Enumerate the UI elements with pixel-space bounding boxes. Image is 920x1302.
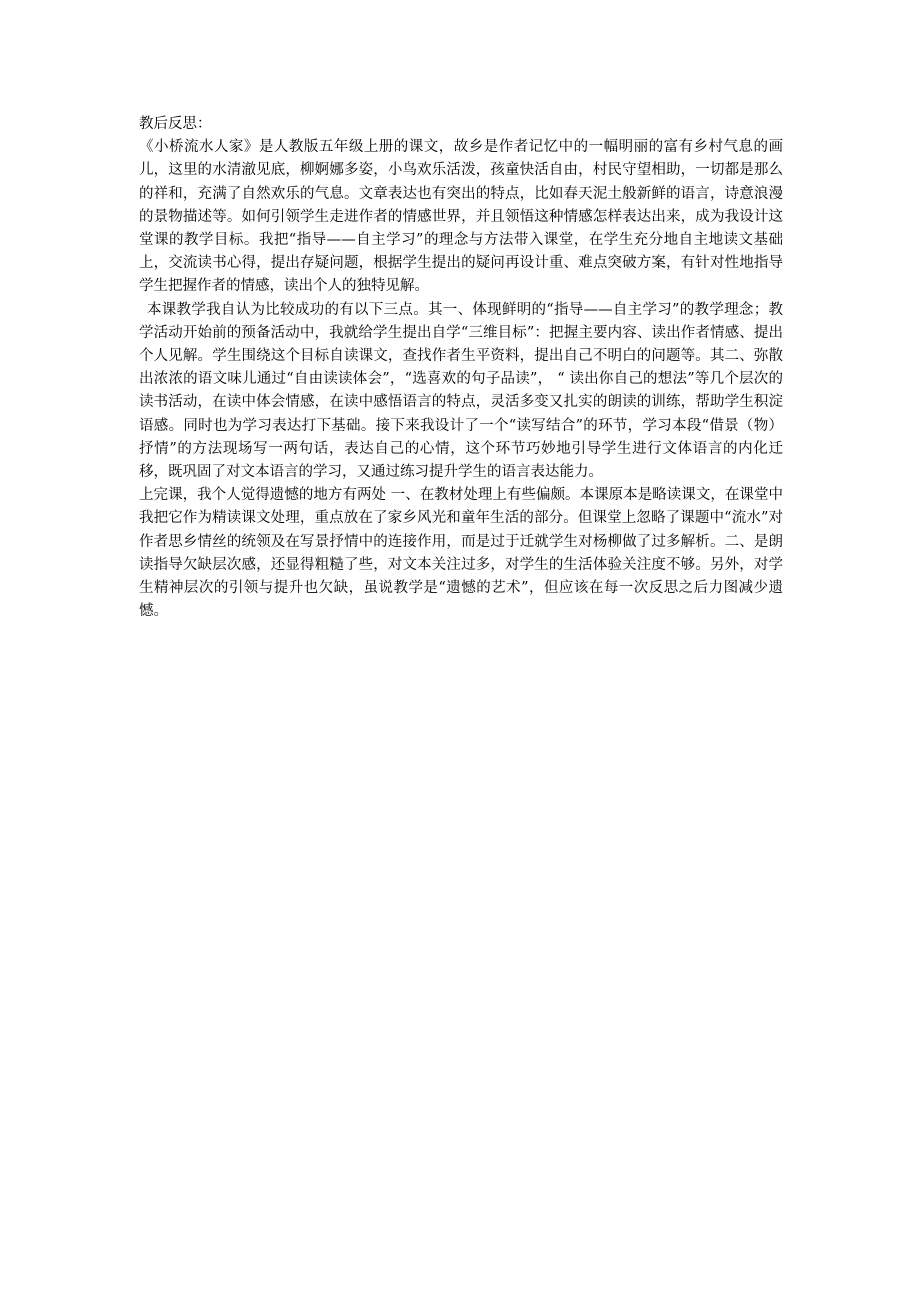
paragraph-successes: 本课教学我自认为比较成功的有以下三点。其一、体现鲜明的“指导——自主学习”的教学理念；教学活动开始前的预备活动中，我就给学生提出自学“三维目标”：把握主要内容、读出作者情感、提出个人见解。学生围绕这个目标自读课文，查找作者生平资料，提出自己不明白的问题等。其二、弥散出浓浓的语文味儿通过“自由读读体会”，“选喜欢的句子品读”， “ 读出你自己的想法”等几个层次的读书活动，在读中体会情感，在读中感悟语言的特点，灵活多变又扎实的朗读的训练，帮助学生积淀语感。同时也为学习表达打下基础。接下来我设计了一个“读写结合”的环节，学习本段“借景（物）抒情”的方法现场写一两句话，表达自己的心情，这个环节巧妙地引导学生进行文体语言的内化迁移，既巩固了对文本语言的学习，又通过练习提升学生的语言表达能力。 (139, 301, 783, 481)
section-heading: 教后反思： (139, 116, 212, 132)
paragraph-intro: 《小桥流水人家》是人教版五年级上册的课文，故乡是作者记忆中的一幅明丽的富有乡村气息的画儿，这里的水清澈见底，柳婀娜多姿，小鸟欢乐活泼，孩童快活自由，村民守望相助，一切都是那么的祥和，充满了自然欢乐的气息。文章表达也有突出的特点，比如春天泥土般新鲜的语言，诗意浪漫的景物描述等。如何引领学生走进作者的情感世界，并且领悟这种情感怎样表达出来，成为我设计这堂课的教学目标。我把“指导——自主学习”的理念与方法带入课堂，在学生充分地自主地读文基础上，交流读书心得，提出存疑问题，根据学生提出的疑问再设计重、难点突破方案，有针对性地指导学生把握作者的情感，读出个人的独特见解。 (139, 139, 783, 295)
document-body (139, 113, 783, 623)
paragraph-regrets: 上完课，我个人觉得遗憾的地方有两处 一、在教材处理上有些偏颇。本课原本是略读课文，在课堂中我把它作为精读课文处理，重点放在了家乡风光和童年生活的部分。但课堂上忽略了课题中“流水”对作者思乡情丝的统领及在写景抒情中的连接作用，而是过于迁就学生对杨柳做了过多解析。二、是朗读指导欠缺层次感，还显得粗糙了些，对文本关注过多，对学生的生活体验关注度不够。另外，对学生精神层次的引领与提升也欠缺，虽说教学是“遗憾的艺术”，但应该在每一次反思之后力图减少遗憾。 (139, 487, 783, 620)
